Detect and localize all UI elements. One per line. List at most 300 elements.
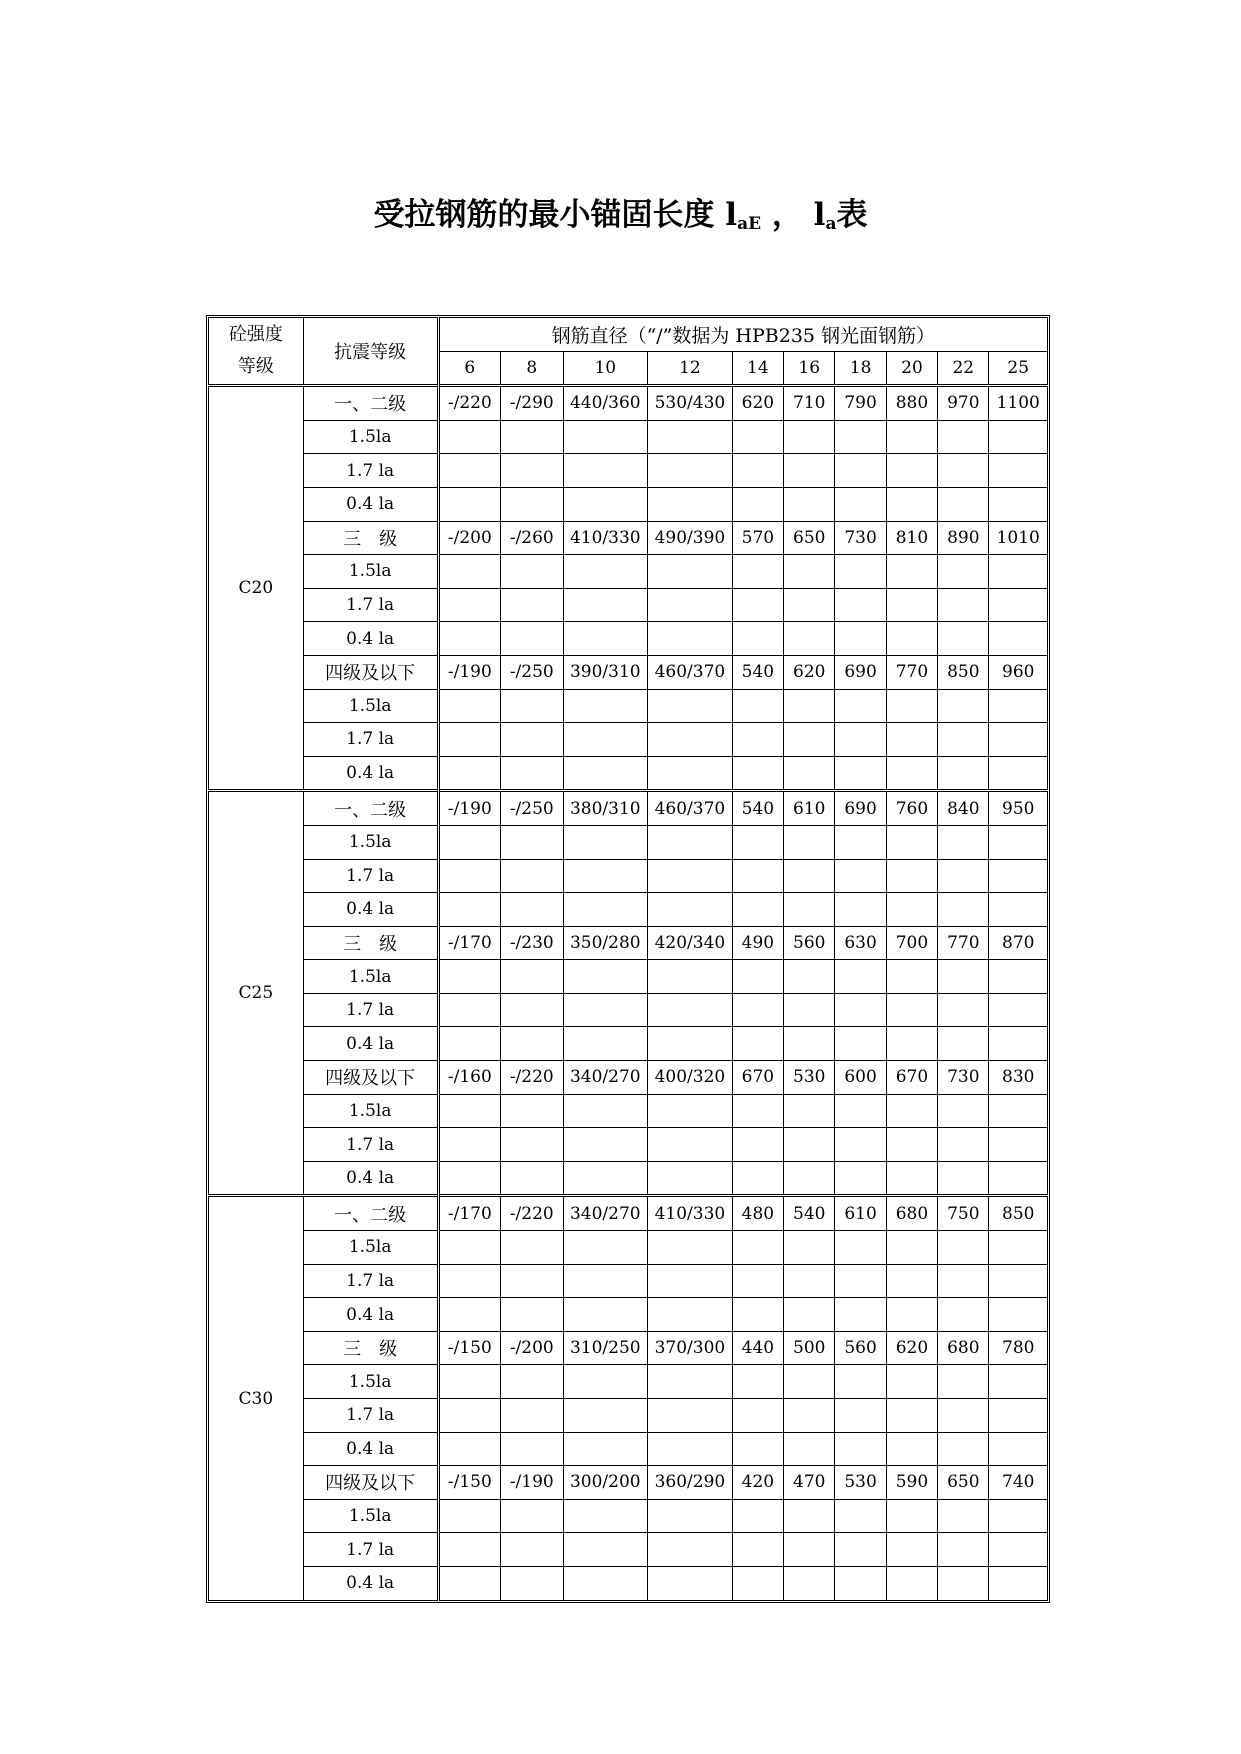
empty-cell bbox=[835, 1298, 886, 1332]
table-row bbox=[209, 1094, 1048, 1128]
empty-cell bbox=[886, 1566, 937, 1600]
empty-cell bbox=[835, 1231, 886, 1265]
multiplier-cell: 0.4 la bbox=[303, 1298, 438, 1332]
empty-cell bbox=[886, 555, 937, 589]
value-cell: 770 bbox=[938, 926, 989, 960]
empty-cell bbox=[438, 1399, 500, 1433]
empty-cell bbox=[732, 756, 783, 791]
empty-cell bbox=[835, 1432, 886, 1466]
empty-cell bbox=[438, 1566, 500, 1600]
empty-cell bbox=[784, 555, 835, 589]
empty-cell bbox=[501, 1566, 563, 1600]
empty-cell bbox=[438, 1264, 500, 1298]
value-cell: 540 bbox=[784, 1196, 835, 1231]
empty-cell bbox=[732, 555, 783, 589]
empty-cell bbox=[438, 1231, 500, 1265]
multiplier-cell: 1.7 la bbox=[303, 859, 438, 893]
empty-cell bbox=[501, 756, 563, 791]
empty-cell bbox=[835, 893, 886, 927]
empty-cell bbox=[784, 420, 835, 454]
table-row bbox=[209, 521, 1048, 555]
empty-cell bbox=[732, 1231, 783, 1265]
empty-cell bbox=[784, 893, 835, 927]
empty-cell bbox=[784, 1094, 835, 1128]
value-cell: 760 bbox=[886, 791, 937, 826]
empty-cell bbox=[989, 1399, 1048, 1433]
value-cell: 870 bbox=[989, 926, 1048, 960]
empty-cell bbox=[648, 1298, 733, 1332]
empty-cell bbox=[501, 689, 563, 723]
value-cell: 650 bbox=[938, 1466, 989, 1500]
table-row bbox=[209, 555, 1048, 589]
value-cell: 540 bbox=[732, 791, 783, 826]
empty-cell bbox=[938, 1027, 989, 1061]
value-cell: 540 bbox=[732, 655, 783, 689]
empty-cell bbox=[501, 1533, 563, 1567]
empty-cell bbox=[938, 420, 989, 454]
value-cell: 730 bbox=[938, 1061, 989, 1095]
empty-cell bbox=[886, 893, 937, 927]
empty-cell bbox=[732, 1566, 783, 1600]
header-diameter-cell: 8 bbox=[501, 351, 563, 386]
table-row bbox=[209, 1128, 1048, 1162]
value-cell: 850 bbox=[938, 655, 989, 689]
value-cell: -/290 bbox=[501, 386, 563, 421]
empty-cell bbox=[563, 487, 648, 521]
empty-cell bbox=[563, 756, 648, 791]
title-sep: ， l bbox=[761, 197, 826, 233]
empty-cell bbox=[648, 1533, 733, 1567]
value-cell: 750 bbox=[938, 1196, 989, 1231]
empty-cell bbox=[938, 1499, 989, 1533]
seismic-level-cell: 四级及以下 bbox=[303, 1061, 438, 1095]
empty-cell bbox=[938, 1533, 989, 1567]
empty-cell bbox=[784, 1399, 835, 1433]
empty-cell bbox=[989, 689, 1048, 723]
empty-cell bbox=[784, 1128, 835, 1162]
empty-cell bbox=[438, 893, 500, 927]
empty-cell bbox=[501, 960, 563, 994]
seismic-level-cell: 一、二级 bbox=[303, 791, 438, 826]
empty-cell bbox=[835, 1566, 886, 1600]
table-row bbox=[209, 960, 1048, 994]
empty-cell bbox=[648, 588, 733, 622]
value-cell: 880 bbox=[886, 386, 937, 421]
value-cell: 670 bbox=[886, 1061, 937, 1095]
empty-cell bbox=[501, 1231, 563, 1265]
empty-cell bbox=[501, 1432, 563, 1466]
empty-cell bbox=[989, 1298, 1048, 1332]
grade-cell: C30 bbox=[209, 1196, 304, 1600]
empty-cell bbox=[732, 1432, 783, 1466]
value-cell: 590 bbox=[886, 1466, 937, 1500]
empty-cell bbox=[732, 588, 783, 622]
seismic-level-cell: 一、二级 bbox=[303, 386, 438, 421]
value-cell: 460/370 bbox=[648, 655, 733, 689]
empty-cell bbox=[648, 420, 733, 454]
table-row bbox=[209, 723, 1048, 757]
table-row bbox=[209, 420, 1048, 454]
empty-cell bbox=[784, 1533, 835, 1567]
empty-cell bbox=[886, 420, 937, 454]
value-cell: 790 bbox=[835, 386, 886, 421]
empty-cell bbox=[648, 1399, 733, 1433]
empty-cell bbox=[989, 756, 1048, 791]
empty-cell bbox=[563, 1264, 648, 1298]
empty-cell bbox=[784, 859, 835, 893]
empty-cell bbox=[784, 454, 835, 488]
empty-cell bbox=[732, 893, 783, 927]
empty-cell bbox=[648, 1231, 733, 1265]
value-cell: 620 bbox=[784, 655, 835, 689]
empty-cell bbox=[438, 1027, 500, 1061]
value-cell: -/250 bbox=[501, 655, 563, 689]
value-cell: 380/310 bbox=[563, 791, 648, 826]
empty-cell bbox=[501, 1128, 563, 1162]
empty-cell bbox=[501, 893, 563, 927]
multiplier-cell: 1.5la bbox=[303, 825, 438, 859]
empty-cell bbox=[784, 1161, 835, 1196]
empty-cell bbox=[835, 1399, 886, 1433]
value-cell: 690 bbox=[835, 655, 886, 689]
table-row bbox=[209, 622, 1048, 656]
empty-cell bbox=[784, 1566, 835, 1600]
empty-cell bbox=[501, 454, 563, 488]
header-diameter-cell: 10 bbox=[563, 351, 648, 386]
value-cell: 700 bbox=[886, 926, 937, 960]
empty-cell bbox=[648, 555, 733, 589]
table-row bbox=[209, 1161, 1048, 1196]
empty-cell bbox=[438, 825, 500, 859]
empty-cell bbox=[648, 1365, 733, 1399]
value-cell: 360/290 bbox=[648, 1466, 733, 1500]
empty-cell bbox=[648, 1128, 733, 1162]
empty-cell bbox=[784, 960, 835, 994]
empty-cell bbox=[989, 622, 1048, 656]
empty-cell bbox=[438, 689, 500, 723]
value-cell: 600 bbox=[835, 1061, 886, 1095]
empty-cell bbox=[886, 1499, 937, 1533]
value-cell: 340/270 bbox=[563, 1196, 648, 1231]
empty-cell bbox=[989, 1432, 1048, 1466]
value-cell: 1100 bbox=[989, 386, 1048, 421]
empty-cell bbox=[938, 1365, 989, 1399]
empty-cell bbox=[835, 420, 886, 454]
table-body bbox=[209, 386, 1048, 1600]
table-row bbox=[209, 454, 1048, 488]
empty-cell bbox=[563, 1094, 648, 1128]
empty-cell bbox=[732, 825, 783, 859]
empty-cell bbox=[784, 993, 835, 1027]
value-cell: 400/320 bbox=[648, 1061, 733, 1095]
empty-cell bbox=[886, 1533, 937, 1567]
empty-cell bbox=[501, 622, 563, 656]
empty-cell bbox=[989, 723, 1048, 757]
empty-cell bbox=[438, 1499, 500, 1533]
value-cell: 500 bbox=[784, 1331, 835, 1365]
empty-cell bbox=[438, 420, 500, 454]
empty-cell bbox=[438, 1432, 500, 1466]
empty-cell bbox=[648, 960, 733, 994]
empty-cell bbox=[938, 689, 989, 723]
empty-cell bbox=[886, 1399, 937, 1433]
empty-cell bbox=[784, 1298, 835, 1332]
empty-cell bbox=[784, 622, 835, 656]
empty-cell bbox=[938, 1298, 989, 1332]
empty-cell bbox=[563, 1499, 648, 1533]
empty-cell bbox=[989, 454, 1048, 488]
empty-cell bbox=[938, 1399, 989, 1433]
multiplier-cell: 1.7 la bbox=[303, 1399, 438, 1433]
value-cell: 680 bbox=[938, 1331, 989, 1365]
empty-cell bbox=[886, 487, 937, 521]
empty-cell bbox=[438, 1161, 500, 1196]
multiplier-cell: 0.4 la bbox=[303, 1027, 438, 1061]
empty-cell bbox=[501, 1027, 563, 1061]
empty-cell bbox=[732, 993, 783, 1027]
empty-cell bbox=[501, 1499, 563, 1533]
header-diameter-cell: 20 bbox=[886, 351, 937, 386]
empty-cell bbox=[501, 1298, 563, 1332]
empty-cell bbox=[732, 1128, 783, 1162]
multiplier-cell: 1.5la bbox=[303, 1365, 438, 1399]
empty-cell bbox=[886, 723, 937, 757]
table-row bbox=[209, 1566, 1048, 1600]
empty-cell bbox=[784, 756, 835, 791]
header-diameter-cell: 25 bbox=[989, 351, 1048, 386]
empty-cell bbox=[732, 1533, 783, 1567]
empty-cell bbox=[886, 1432, 937, 1466]
value-cell: 560 bbox=[835, 1331, 886, 1365]
empty-cell bbox=[886, 622, 937, 656]
header-level: 抗震等级 bbox=[303, 318, 438, 386]
multiplier-cell: 1.5la bbox=[303, 1231, 438, 1265]
multiplier-cell: 1.7 la bbox=[303, 1264, 438, 1298]
multiplier-cell: 0.4 la bbox=[303, 893, 438, 927]
empty-cell bbox=[563, 689, 648, 723]
value-cell: 890 bbox=[938, 521, 989, 555]
empty-cell bbox=[835, 1365, 886, 1399]
value-cell: -/220 bbox=[501, 1061, 563, 1095]
empty-cell bbox=[563, 1432, 648, 1466]
value-cell: 690 bbox=[835, 791, 886, 826]
empty-cell bbox=[938, 487, 989, 521]
empty-cell bbox=[989, 487, 1048, 521]
empty-cell bbox=[989, 420, 1048, 454]
empty-cell bbox=[648, 454, 733, 488]
value-cell: -/160 bbox=[438, 1061, 500, 1095]
empty-cell bbox=[886, 1027, 937, 1061]
empty-cell bbox=[938, 825, 989, 859]
empty-cell bbox=[989, 1566, 1048, 1600]
value-cell: -/260 bbox=[501, 521, 563, 555]
value-cell: 770 bbox=[886, 655, 937, 689]
value-cell: 610 bbox=[784, 791, 835, 826]
empty-cell bbox=[938, 622, 989, 656]
empty-cell bbox=[989, 588, 1048, 622]
empty-cell bbox=[563, 588, 648, 622]
value-cell: 560 bbox=[784, 926, 835, 960]
empty-cell bbox=[501, 1399, 563, 1433]
empty-cell bbox=[648, 1264, 733, 1298]
empty-cell bbox=[648, 622, 733, 656]
empty-cell bbox=[438, 1533, 500, 1567]
multiplier-cell: 1.5la bbox=[303, 689, 438, 723]
header-grade: 砼强度等级 bbox=[209, 318, 304, 386]
value-cell: 390/310 bbox=[563, 655, 648, 689]
value-cell: 960 bbox=[989, 655, 1048, 689]
value-cell: 670 bbox=[732, 1061, 783, 1095]
empty-cell bbox=[438, 454, 500, 488]
empty-cell bbox=[938, 1231, 989, 1265]
empty-cell bbox=[501, 420, 563, 454]
empty-cell bbox=[835, 1128, 886, 1162]
table-row bbox=[209, 1466, 1048, 1500]
value-cell: 610 bbox=[835, 1196, 886, 1231]
empty-cell bbox=[438, 1128, 500, 1162]
table-row bbox=[209, 993, 1048, 1027]
table-row bbox=[209, 487, 1048, 521]
table-row bbox=[209, 655, 1048, 689]
value-cell: -/250 bbox=[501, 791, 563, 826]
empty-cell bbox=[835, 588, 886, 622]
empty-cell bbox=[784, 1432, 835, 1466]
empty-cell bbox=[989, 555, 1048, 589]
empty-cell bbox=[438, 555, 500, 589]
empty-cell bbox=[648, 689, 733, 723]
empty-cell bbox=[989, 960, 1048, 994]
empty-cell bbox=[938, 454, 989, 488]
empty-cell bbox=[886, 1128, 937, 1162]
page-title bbox=[0, 195, 1241, 244]
empty-cell bbox=[732, 1027, 783, 1061]
empty-cell bbox=[784, 1365, 835, 1399]
empty-cell bbox=[563, 454, 648, 488]
empty-cell bbox=[563, 893, 648, 927]
empty-cell bbox=[648, 1566, 733, 1600]
value-cell: 570 bbox=[732, 521, 783, 555]
empty-cell bbox=[648, 893, 733, 927]
empty-cell bbox=[648, 825, 733, 859]
empty-cell bbox=[563, 622, 648, 656]
empty-cell bbox=[835, 622, 886, 656]
value-cell: -/190 bbox=[438, 655, 500, 689]
value-cell: 970 bbox=[938, 386, 989, 421]
table-row bbox=[209, 1432, 1048, 1466]
empty-cell bbox=[835, 1094, 886, 1128]
value-cell: 490/390 bbox=[648, 521, 733, 555]
seismic-level-cell: 三 级 bbox=[303, 926, 438, 960]
empty-cell bbox=[784, 588, 835, 622]
empty-cell bbox=[835, 454, 886, 488]
table-row bbox=[209, 689, 1048, 723]
value-cell: -/190 bbox=[501, 1466, 563, 1500]
table-row bbox=[209, 926, 1048, 960]
empty-cell bbox=[732, 1365, 783, 1399]
table-row bbox=[209, 1298, 1048, 1332]
value-cell: -/220 bbox=[501, 1196, 563, 1231]
table-row bbox=[209, 825, 1048, 859]
empty-cell bbox=[648, 723, 733, 757]
multiplier-cell: 1.5la bbox=[303, 1499, 438, 1533]
empty-cell bbox=[938, 859, 989, 893]
empty-cell bbox=[989, 1094, 1048, 1128]
empty-cell bbox=[501, 555, 563, 589]
value-cell: -/230 bbox=[501, 926, 563, 960]
empty-cell bbox=[989, 1231, 1048, 1265]
value-cell: 710 bbox=[784, 386, 835, 421]
empty-cell bbox=[784, 723, 835, 757]
empty-cell bbox=[886, 1094, 937, 1128]
empty-cell bbox=[732, 960, 783, 994]
empty-cell bbox=[438, 756, 500, 791]
empty-cell bbox=[784, 825, 835, 859]
empty-cell bbox=[938, 756, 989, 791]
value-cell: 410/330 bbox=[563, 521, 648, 555]
table-row bbox=[209, 1331, 1048, 1365]
empty-cell bbox=[501, 1094, 563, 1128]
seismic-level-cell: 三 级 bbox=[303, 521, 438, 555]
empty-cell bbox=[989, 1533, 1048, 1567]
empty-cell bbox=[938, 588, 989, 622]
empty-cell bbox=[438, 588, 500, 622]
multiplier-cell: 1.7 la bbox=[303, 588, 438, 622]
value-cell: 950 bbox=[989, 791, 1048, 826]
table-row bbox=[209, 1196, 1048, 1231]
empty-cell bbox=[989, 1161, 1048, 1196]
empty-cell bbox=[784, 1499, 835, 1533]
empty-cell bbox=[989, 1365, 1048, 1399]
value-cell: 350/280 bbox=[563, 926, 648, 960]
value-cell: 650 bbox=[784, 521, 835, 555]
empty-cell bbox=[732, 1298, 783, 1332]
empty-cell bbox=[886, 454, 937, 488]
value-cell: 490 bbox=[732, 926, 783, 960]
value-cell: 530/430 bbox=[648, 386, 733, 421]
multiplier-cell: 1.5la bbox=[303, 960, 438, 994]
empty-cell bbox=[438, 487, 500, 521]
empty-cell bbox=[732, 454, 783, 488]
empty-cell bbox=[886, 756, 937, 791]
anchorage-table bbox=[208, 317, 1048, 1601]
empty-cell bbox=[501, 825, 563, 859]
value-cell: 620 bbox=[886, 1331, 937, 1365]
empty-cell bbox=[886, 1231, 937, 1265]
empty-cell bbox=[563, 723, 648, 757]
multiplier-cell: 1.7 la bbox=[303, 1533, 438, 1567]
value-cell: 340/270 bbox=[563, 1061, 648, 1095]
empty-cell bbox=[438, 859, 500, 893]
empty-cell bbox=[938, 1432, 989, 1466]
seismic-level-cell: 一、二级 bbox=[303, 1196, 438, 1231]
empty-cell bbox=[835, 859, 886, 893]
empty-cell bbox=[938, 960, 989, 994]
value-cell: 780 bbox=[989, 1331, 1048, 1365]
empty-cell bbox=[648, 756, 733, 791]
empty-cell bbox=[938, 1094, 989, 1128]
header-diameter-cell: 16 bbox=[784, 351, 835, 386]
empty-cell bbox=[835, 756, 886, 791]
header-diameter: 钢筋直径（“/”数据为 HPB235 钢光面钢筋） bbox=[438, 318, 1047, 352]
empty-cell bbox=[563, 555, 648, 589]
empty-cell bbox=[501, 1264, 563, 1298]
title-main: 受拉钢筋的最小锚固长度 l bbox=[373, 197, 738, 233]
multiplier-cell: 1.7 la bbox=[303, 723, 438, 757]
empty-cell bbox=[501, 1365, 563, 1399]
empty-cell bbox=[563, 1533, 648, 1567]
empty-cell bbox=[989, 825, 1048, 859]
empty-cell bbox=[938, 1264, 989, 1298]
